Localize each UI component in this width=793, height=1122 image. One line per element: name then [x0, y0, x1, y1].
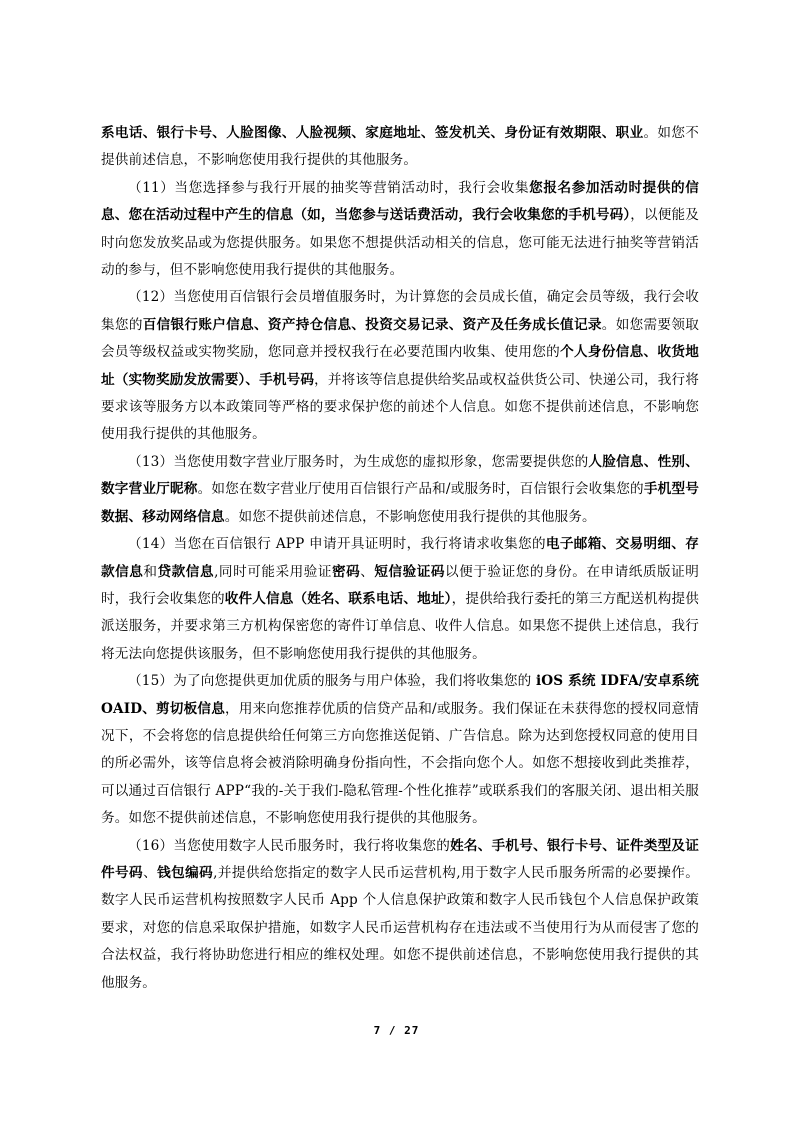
- bold-text-segment: 您报名参加活动时提供的信息、您在活动过程中产生的信息（如，当您参与送话费活动，我行会收集您的手机号码）: [101, 179, 699, 224]
- text-segment: 、: [143, 864, 158, 881]
- bold-text-segment: iOS 系统 IDFA/安卓系统 OAID、剪切板信息: [101, 673, 699, 717]
- text-segment: （11）当您选择参与我行开展的抽奖等营销活动时，我行会收集: [128, 179, 530, 196]
- paragraph: [101, 120, 699, 175]
- paragraph: [101, 833, 699, 997]
- paragraph: [101, 175, 699, 285]
- text-segment: 、: [360, 563, 375, 580]
- text-segment: （15）为了向您提供更加优质的服务与用户体验，我们将收集您的: [128, 673, 536, 690]
- text-segment: 。如您在数字营业厅使用百信银行产品和/或服务时，百信银行会收集您的: [197, 481, 644, 498]
- text-segment: 和: [143, 563, 158, 580]
- text-segment: （13）当您使用数字营业厅服务时，为生成您的虚拟形象，您需要提供您的: [128, 453, 589, 470]
- text-segment: （14）当您在百信银行 APP 申请开具证明时，我行将请求收集您的: [128, 536, 546, 553]
- bold-text-segment: 贷款信息: [157, 563, 215, 580]
- text-segment: ，用来向您推荐优质的信贷产品和/或服务。我们保证在未获得您的授权同意情况下，不会将您的信息提供给任何第三方向您推送促销、广告信息。除为达到您授权同意的使用目的所必需外，该等信息将会被消除明确身份指向性，不会指向您个人。如您不想接收到此类推荐，可以通过百信银行 APP“我的-关于我们-隐私管理-个性化推荐”或联系我们的客服关闭、退出相关服务。如您不提供前述信息，不影响您使用我行提供的其他服务。: [101, 700, 699, 827]
- bold-text-segment: 钱包编码: [157, 864, 214, 881]
- bold-text-segment: 短信验证码: [374, 563, 446, 580]
- bold-text-segment: 个人身份信息、收货地址（实物奖励发放需要）、手机号码: [101, 344, 700, 388]
- text-segment: ,同时可能采用验证: [214, 563, 332, 580]
- text-segment: （16）当您使用数字人民币服务时，我行将收集您的: [128, 837, 451, 854]
- bold-text-segment: 百信银行账户信息、资产持仓信息、投资交易记录、资产及任务成长值记录: [142, 316, 602, 333]
- text-segment: 。如您需要领取会员等级权益或实物奖励，您同意并授权我行在必要范围内收集、使用您的: [101, 316, 699, 361]
- bold-text-segment: 姓名、手机号、银行卡号、证件类型及证件号码: [101, 837, 699, 881]
- bold-text-segment: 人脸信息、性别、数字营业厅昵称: [101, 453, 699, 498]
- text-segment: 以便于验证您的身份。在申请纸质版证明时，我行会收集您的: [101, 563, 700, 607]
- bold-text-segment: 手机型号数据、移动网络信息: [101, 481, 699, 525]
- paragraph: [101, 449, 699, 531]
- text-segment: 。如您不提供前述信息，不影响您使用我行提供的其他服务。: [101, 125, 699, 169]
- page-number: 7 / 27: [373, 1024, 420, 1037]
- bold-text-segment: 收件人信息（姓名、联系电话、地址）: [224, 590, 452, 607]
- paragraph: [101, 284, 699, 448]
- text-segment: （12）当您使用百信银行会员增值服务时，为计算您的会员成长值，确定会员等级，我行会收集您的: [101, 289, 699, 333]
- bold-text-segment: 系电话、银行卡号、人脸图像、人脸视频、家庭地址、签发机关、身份证有效期限、职业: [101, 125, 644, 141]
- paragraph: [101, 668, 699, 832]
- bold-text-segment: 电子邮箱、交易明细、存款信息: [101, 536, 699, 580]
- text-segment: 。如您不提供前述信息，不影响您使用我行提供的其他服务。: [224, 508, 596, 525]
- text-segment: ，提供给我行委托的第三方配送机构提供派送服务，并要求第三方机构保密您的寄件订单信息、收件人信息。如果您不提供上述信息，我行将无法向您提供该服务，但不影响您使用我行提供的其他服务。: [101, 590, 700, 662]
- document-body: [101, 120, 699, 997]
- text-segment: ，以便能及时向您发放奖品或为您提供服务。如果您不想提供活动相关的信息，您可能无法进行抽奖等营销活动的参与，但不影响您使用我行提供的其他服务。: [101, 207, 700, 279]
- text-segment: ,并提供给您指定的数字人民币运营机构,用于数字人民币服务所需的必要操作。数字人民币运营机构按照数字人民币 App 个人信息保护政策和数字人民币钱包个人信息保护政策要求，对您的信息采取保护措施，如数字人民币运营机构存在违法或不当使用行为从而侵害了您的合法权益，我行将协助您进行相应的维权处理。如您不提供前述信息，不影响您使用我行提供的其他服务。: [101, 864, 700, 991]
- paragraph: [101, 531, 699, 668]
- text-segment: ，并将该等信息提供给奖品或权益供货公司、快递公司，我行将要求该等服务方以本政策同等严格的要求保护您的前述个人信息。如您不提供前述信息，不影响您使用我行提供的其他服务。: [101, 371, 699, 443]
- bold-text-segment: 密码: [331, 563, 361, 580]
